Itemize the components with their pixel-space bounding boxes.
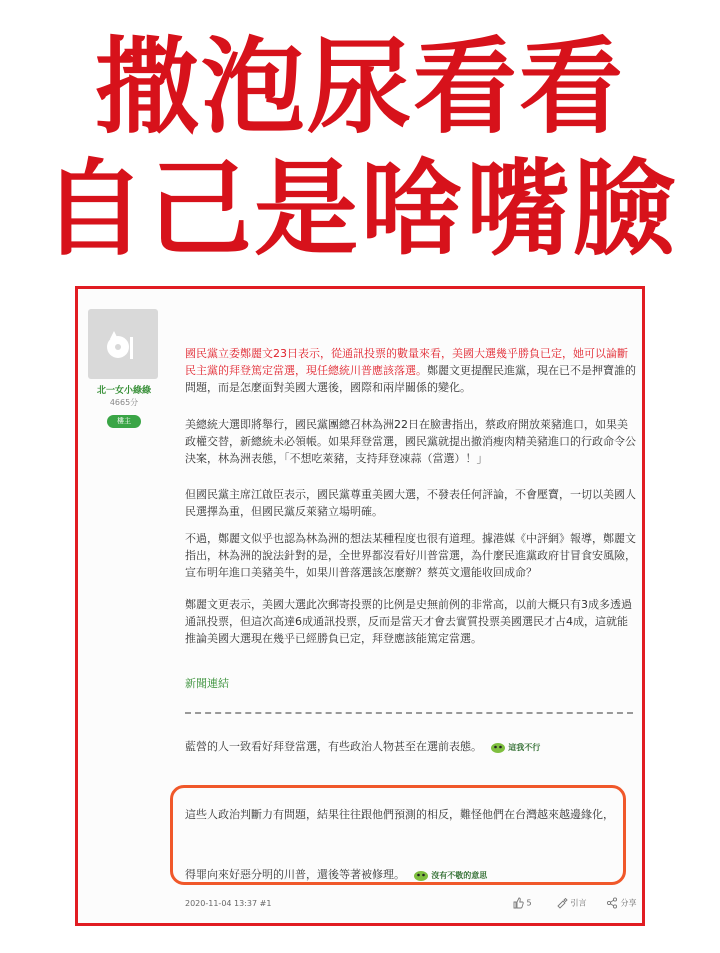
post-datetime: 2020-11-04 13:37 #1 (185, 899, 272, 908)
quote-icon (556, 897, 568, 909)
author-name[interactable]: 北一女小綠綠 (96, 386, 151, 396)
paragraph-3: 但國民黨主席江啟臣表示，國民黨尊重美國大選，不發表任何評論，不會壓寶，一切以美國人民選擇為重，但國民黨反萊豬立場明確。 (185, 488, 636, 518)
reply-line-3 (185, 866, 487, 884)
share-label: 分享 (620, 898, 637, 908)
divider (185, 712, 633, 714)
avatar[interactable] (88, 309, 158, 379)
reply-line-2: 這些人政治判斷力有問題，結果往往跟他們預測的相反，難怪他們在台灣越來越邊緣化， (185, 808, 614, 821)
author-points: 4665分 (109, 398, 139, 407)
sticker-1 (490, 739, 541, 756)
sticker-face-icon (490, 741, 506, 753)
sticker-2-label: 沒有不敬的意思 (431, 870, 488, 880)
quote-button[interactable] (556, 897, 587, 909)
reply-3-text: 得罪向來好惡分明的川普，還後等著被修理。 (185, 868, 405, 881)
headline-line-1: 撒泡尿看看 (94, 26, 625, 148)
sticker-2 (413, 867, 488, 884)
paragraph-2: 美總統大選即將舉行，國民黨團總召林為洲22日在臉書指出，蔡政府開放萊豬進口，如果美政權交替，新總統未必領帳。如果拜登當選，國民黨就提出撤消瘦肉精美豬進口的行政命令公決案，林為洲表態，「不想吃萊豬，支持拜登凍蒜（當選）！」 (185, 418, 636, 465)
op-badge: 樓主 (107, 415, 141, 428)
paragraph-4: 不過，鄭麗文似乎也認為林為洲的想法某種程度也很有道理。據港媒《中評網》報導，鄭麗文指出，林為洲的說法針對的是，全世界都沒看好川普當選，為什麼民進黨政府甘冒食安風險，宣布明年進口美豬美牛，如果川普落選該怎麼辦？蔡英文還能收回成命？ (185, 532, 636, 579)
reply-1-text: 藍營的人一致看好拜登當選，有些政治人物甚至在選前表態。 (185, 740, 482, 753)
highlighted-text: 國民黨立委鄭麗文23日表示，從通訊投票的數量來看，美國大選幾乎勝負已定，她可以論斷民主黨的拜登篤定當選，現任總統川普應該落選。 (185, 347, 628, 377)
paragraph-1-rest: 鄭麗文更提醒民進黨，現在已不是押寶誰的問題，而是怎麼面對美國大選後，國際和兩岸關係的變化。 (185, 364, 636, 394)
like-button[interactable] (512, 897, 532, 909)
like-count: 5 (526, 898, 532, 908)
share-icon (606, 897, 618, 909)
reply-line-1 (185, 738, 540, 756)
news-link[interactable]: 新聞連結 (185, 677, 229, 690)
sticker-1-label: 這我不行 (508, 742, 541, 752)
quote-label: 引言 (570, 898, 587, 908)
default-avatar-icon (88, 309, 158, 379)
paragraph-1 (185, 345, 637, 396)
headline-line-2: 自己是啥嘴臉 (41, 148, 678, 270)
share-button[interactable] (606, 897, 637, 909)
paragraph-5: 鄭麗文更表示，美國大選此次郵寄投票的比例是史無前例的非常高，以前大概只有3成多透過通訊投票，但這次高達6成通訊投票，反而是當天才會去實質投票美國選民才占4成，這就能推論美國大選現在幾乎已經勝負已定，拜登應該能篤定當選。 (185, 598, 632, 645)
sticker-face-icon (413, 869, 429, 881)
thumbs-up-icon (512, 897, 524, 909)
